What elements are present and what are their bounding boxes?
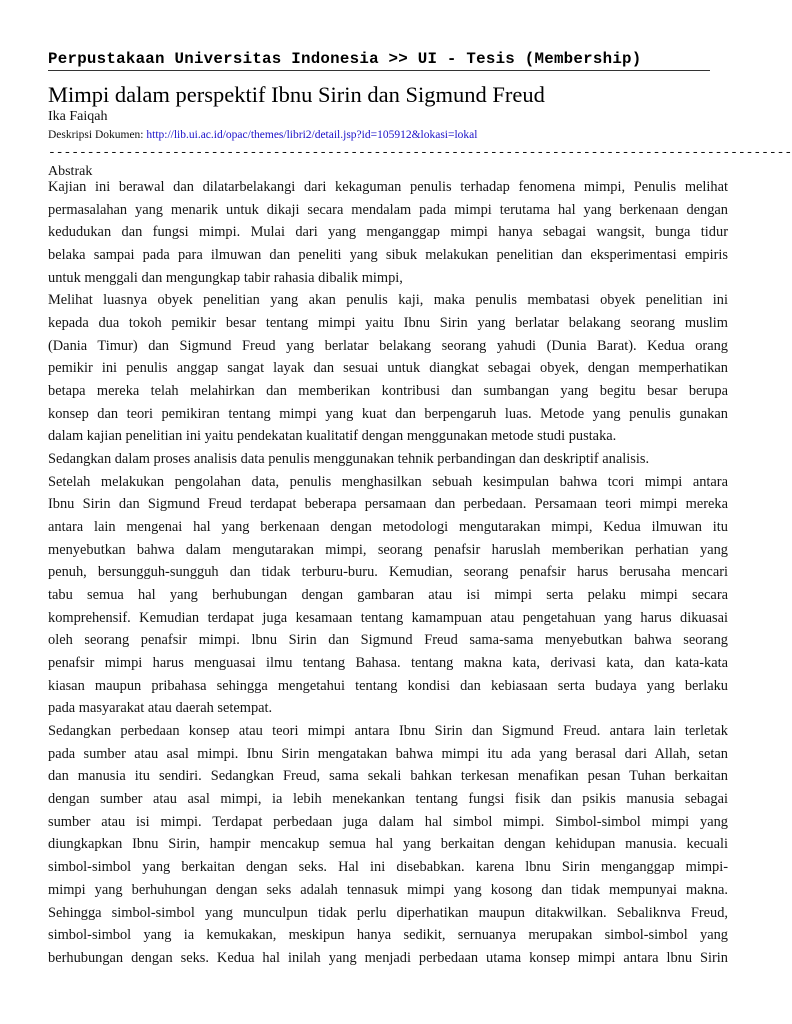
abstract-line: Sedangkan perbedaan konsep atau teori mimpi antara Ibnu Sirin dan Sigmund Freud. antara lain terletak [48, 723, 728, 740]
abstract-line: antara lain mengenai hal yang berkenaan dengan metodologi mengutarakan mimpi, Kedua ilmuwan itu [48, 519, 728, 536]
description-label: Deskripsi Dokumen: [48, 129, 147, 141]
abstract-line: kiasan maupun pribahasa sehingga mengetahui tentang kondisi dan kebiasaan serta budaya yang berlaku [48, 677, 728, 694]
abstract-line: berhubungan dengan seks. Kedua hal inilah yang menjadi perbedaan utama konsep mimpi antara lbnu Sirin [48, 949, 728, 966]
description-link[interactable]: http://lib.ui.ac.id/opac/themes/libri2/detail.jsp?id=105912&lokasi=lokal [146, 129, 478, 141]
abstract-line: belaka sampai pada para ilmuwan dan peneliti yang sibuk melakukan penelitian dan eksperimentasi empiris [48, 247, 728, 264]
abstract-line: pemikir ini penulis anggap sangat layak dan sesuai untuk diangkat sebagai obyek, dengan memperhatikan [48, 360, 728, 377]
abstract-line: penuh, bersungguh-sungguh dan tidak terburu-buru. Kemudian, seorang penafsir harus berusaha mencari [48, 564, 728, 581]
abstract-line: permasalahan yang menarik untuk dikaji secara mendalam pada mimpi terutama hal yang berkenaan dengan [48, 201, 728, 218]
document-title: Mimpi dalam perspektif Ibnu Sirin dan Sigmund Freud [48, 82, 545, 107]
abstract-line: Ibnu Sirin dan Sigmund Freud terdapat beberapa persamaan dan perbedaan. Persamaan teori mimpi mereka [48, 496, 728, 513]
abstract-line: untuk menggali dan mengungkap tabir rahasia dibalik mimpi, [48, 269, 403, 286]
abstract-line: Melihat luasnya obyek penelitian yang akan penulis kaji, maka penulis membatasi obyek penelitian ini [48, 292, 728, 309]
abstract-line: (Dania Timur) dan Sigmund Freud yang berlatar belakang seorang yahudi (Dunia Barat). Kedua orang [48, 337, 728, 354]
abstract-line: simbol-simbol yang ia kemukakan, meskipun hanya sedikit, sernuanya merupakan simbol-simbol yang [48, 927, 728, 944]
header-underline [48, 70, 710, 71]
abstract-line: pada masyarakat atau daerah setempat. [48, 700, 273, 717]
abstract-line: tabu semua hal yang berhubungan dengan gambaran atau isi mimpi serta pelaku mimpi secara [48, 587, 728, 604]
document-description [48, 128, 477, 143]
abstract-line: dalam kajian penelitian ini yaitu pendekatan kualitatif dengan menggunakan metode studi pustaka. [48, 428, 617, 445]
abstract-line: konsep dan teori pemikiran tentang mimpi yang kuat dan berpengaruh luas. Metode yang penulis gunakan [48, 405, 728, 422]
abstract-line: simbol-simbol yang berkaitan dengan seks. Hal ini disebabkan. karena lbnu Sirin menganggap mimpi- [48, 859, 728, 876]
abstract-line: kedudukan dan fungsi mimpi. Mulai dari yang menganggap mimpi hanya sebagai wangsit, bunga tidur [48, 224, 728, 241]
library-breadcrumb-header: Perpustakaan Universitas Indonesia >> UI - Tesis (Membership) [48, 50, 642, 68]
abstract-line: Sedangkan dalam proses analisis data penulis menggunakan tehnik perbandingan dan deskriptif analisis. [48, 451, 650, 468]
abstract-line: pada sumber atau asal mimpi. Ibnu Sirin mengatakan bahwa mimpi itu ada yang berasal dari Allah, setan [48, 745, 728, 762]
abstract-body [48, 176, 728, 970]
abstract-line: menyebutkan bahwa dalam mengutarakan mimpi, seorang penafsir haruslah memberikan perhatian yang [48, 541, 728, 558]
abstract-line: Sehingga simbol-simbol yang munculpun tidak perlu diperhatikan maupun ditakwilkan. Sebaliknva Freud, [48, 904, 728, 921]
document-author: Ika Faiqah [48, 109, 108, 124]
abstract-line: mimpi yang berhuhungan dengan seks adalah tennasuk mimpi yang kosong dan tidak mempunyai makna. [48, 881, 728, 898]
abstract-line: diungkapkan Ibnu Sirin, hampir mencakup semua hal yang berkaitan dengan kehidupan manusia. kecuali [48, 836, 728, 853]
abstract-line: Kajian ini berawal dan dilatarbelakangi dari kekaguman penulis terhadap fenomena mimpi, Penulis melihat [48, 179, 728, 195]
abstract-line: dan manusia itu sendiri. Sedangkan Freud, sama sekali bahkan terkesan menafikan pesan Tuhan berkaitan [48, 768, 728, 785]
dashed-separator: ------------------------------------------------------------------------------------------------ [48, 145, 792, 160]
abstract-line: dengan sumber atau asal mimpi, ia lebih menekankan tentang fungsi fisik dan psikis manusia sebagai [48, 791, 728, 808]
abstract-line: kepada dua tokoh pemikir besar tentang mimpi yaitu Ibnu Sirin yang berlatar belakang seorang muslim [48, 315, 728, 332]
abstract-heading: Abstrak [48, 164, 93, 179]
abstract-line: Setelah melakukan pengolahan data, penulis menghasilkan sebuah kesimpulan bahwa tcori mimpi antara [48, 473, 728, 490]
abstract-line: komprehensif. Kemudian terdapat juga kesamaan tentang kamampuan atau pengetahuan yang harus dikuasai [48, 609, 728, 626]
abstract-line: penafsir mimpi harus menguasai ilmu tentang Bahasa. tentang makna kata, derivasi kata, dan kata-kata [48, 655, 728, 672]
abstract-line: betapa mereka telah melahirkan dan memberikan kontribusi dan sumbangan yang begitu besar berupa [48, 383, 728, 400]
abstract-line: sumber atau isi mimpi. Terdapat perbedaan juga dalam hal simbol mimpi. Simbol-simbol mimpi yang [48, 813, 728, 830]
abstract-line: oleh seorang penafsir mimpi. lbnu Sirin dan Sigmund Freud sama-sama menyebutkan bahwa seorang [48, 632, 728, 649]
